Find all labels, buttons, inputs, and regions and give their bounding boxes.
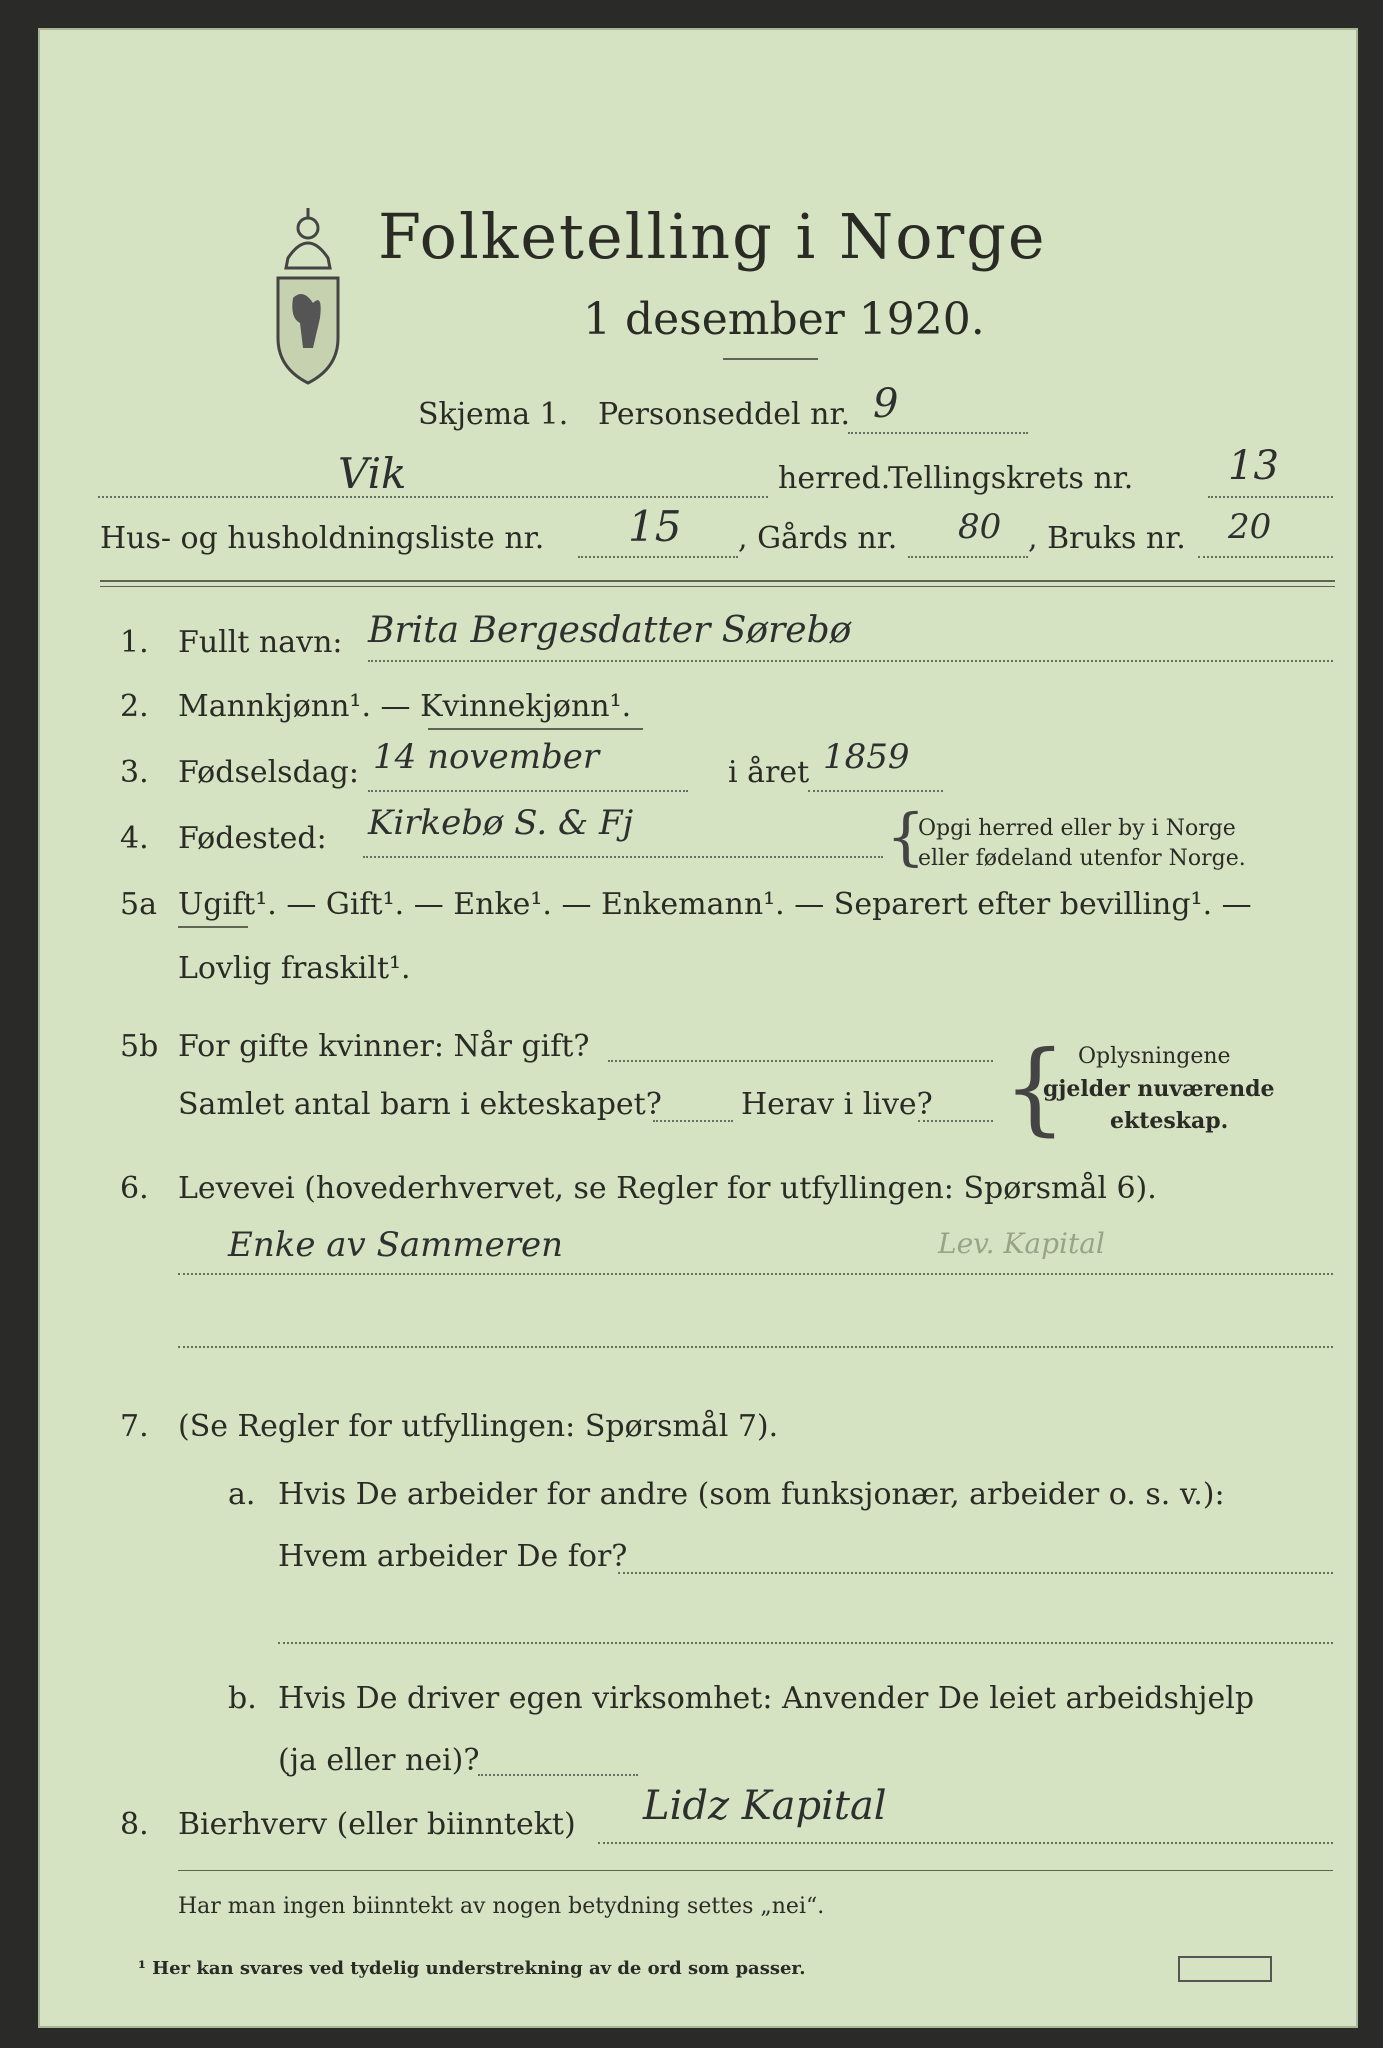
q5b-line-2b: Herav i live? bbox=[741, 1087, 933, 1122]
schema-label: Skjema 1. bbox=[418, 397, 569, 432]
q5b-line-2a: Samlet antal barn i ekteskapet? bbox=[178, 1087, 662, 1122]
q2-number: 2. bbox=[120, 689, 149, 724]
q1-value[interactable]: Brita Bergesdatter Sørebø bbox=[368, 610, 852, 651]
q2-underline-kvinne bbox=[428, 728, 643, 730]
q4-number: 4. bbox=[120, 821, 149, 856]
q8-label: Bierhverv (eller biinntekt) bbox=[178, 1807, 576, 1842]
q7a-letter: a. bbox=[228, 1477, 256, 1512]
q1-number: 1. bbox=[120, 625, 149, 660]
q7-number: 7. bbox=[120, 1409, 149, 1444]
q3-label: Fødselsdag: bbox=[178, 755, 359, 790]
q7a-line-1: Hvis De arbeider for andre (som funksjonær, arbeider o. s. v.): bbox=[278, 1477, 1225, 1512]
tellingskrets-line bbox=[1208, 496, 1333, 498]
q3-number: 3. bbox=[120, 755, 149, 790]
q3-line bbox=[368, 790, 688, 792]
husholdning-value[interactable]: 15 bbox=[628, 502, 682, 551]
q8-line bbox=[598, 1842, 1333, 1844]
q6-value-faint[interactable]: Lev. Kapital bbox=[938, 1227, 1105, 1260]
printer-stamp bbox=[1178, 1956, 1272, 1982]
q3-value[interactable]: 14 november bbox=[373, 737, 600, 777]
census-form bbox=[38, 28, 1358, 2028]
q7a-line-answer-1 bbox=[618, 1572, 1333, 1574]
q6-value[interactable]: Enke av Sammeren bbox=[228, 1225, 563, 1265]
tellingskrets-label: Tellingskrets nr. bbox=[888, 461, 1134, 496]
q5a-number: 5a bbox=[120, 887, 157, 922]
q6-line-2 bbox=[178, 1346, 1333, 1348]
q1-label: Fullt navn: bbox=[178, 625, 343, 660]
q7b-letter: b. bbox=[228, 1681, 257, 1716]
q5b-line-1: For gifte kvinner: Når gift? bbox=[178, 1029, 590, 1064]
q6-number: 6. bbox=[120, 1171, 149, 1206]
q4-note-2: eller fødeland utenfor Norge. bbox=[918, 846, 1246, 871]
q5a-line-1: Ugift¹. — Gift¹. — Enke¹. — Enkemann¹. — Separert efter bevilling¹. — bbox=[178, 887, 1252, 922]
q4-note-1: Opgi herred eller by i Norge bbox=[918, 816, 1236, 841]
gards-line bbox=[908, 556, 1028, 558]
q7-label: (Se Regler for utfyllingen: Spørsmål 7). bbox=[178, 1409, 779, 1444]
q7a-line-2: Hvem arbeider De for? bbox=[278, 1539, 628, 1574]
q7b-line-answer bbox=[478, 1774, 638, 1776]
bruks-label: , Bruks nr. bbox=[1028, 521, 1186, 556]
q7b-line-2: (ja eller nei)? bbox=[278, 1743, 480, 1778]
personseddel-line bbox=[848, 432, 1028, 434]
q7a-line-answer-2 bbox=[278, 1642, 1333, 1644]
q5b-note-2: gjelder nuværende bbox=[1043, 1076, 1275, 1102]
gards-value[interactable]: 80 bbox=[958, 507, 1002, 547]
q3-year-value[interactable]: 1859 bbox=[823, 737, 910, 777]
q5a-underline-ugift bbox=[178, 926, 248, 928]
q5b-brace: { bbox=[1003, 1029, 1067, 1146]
q7b-line-1: Hvis De driver egen virksomhet: Anvender De leiet arbeidshjelp bbox=[278, 1681, 1255, 1716]
husholdning-label: Hus- og husholdningsliste nr. bbox=[100, 521, 545, 556]
q1-line bbox=[368, 660, 1333, 662]
q4-brace: { bbox=[886, 800, 926, 873]
bruks-line bbox=[1198, 556, 1333, 558]
bruks-value[interactable]: 20 bbox=[1228, 507, 1272, 547]
q5b-note-3: ekteskap. bbox=[1110, 1108, 1229, 1134]
q5a-line-2: Lovlig fraskilt¹. bbox=[178, 951, 411, 986]
q4-line bbox=[363, 856, 883, 858]
q5b-children-line bbox=[653, 1120, 733, 1122]
q3-year-line bbox=[808, 790, 943, 792]
section-divider-top-2 bbox=[100, 586, 1335, 587]
husholdning-line bbox=[578, 556, 738, 558]
personseddel-label: Personseddel nr. bbox=[598, 397, 851, 432]
q3-year-label: i året bbox=[728, 755, 810, 790]
footer-note: Har man ingen biinntekt av nogen betydning settes „nei“. bbox=[178, 1894, 825, 1919]
footnote: ¹ Her kan svares ved tydelig understrekning av de ord som passer. bbox=[138, 1958, 806, 1979]
q4-value[interactable]: Kirkebø S. & Fj bbox=[368, 803, 634, 843]
herred-line bbox=[98, 496, 768, 498]
q5b-number: 5b bbox=[120, 1029, 159, 1064]
tellingskrets-value[interactable]: 13 bbox=[1228, 443, 1279, 489]
form-date: 1 desember 1920. bbox=[583, 294, 985, 345]
title-divider bbox=[723, 358, 818, 360]
coat-of-arms-icon bbox=[258, 188, 358, 388]
q5b-alive-line bbox=[918, 1120, 993, 1122]
q5b-note-1: Oplysningene bbox=[1078, 1044, 1231, 1069]
q5b-married-line bbox=[608, 1060, 993, 1062]
form-title: Folketelling i Norge bbox=[378, 200, 1047, 273]
q8-number: 8. bbox=[120, 1807, 149, 1842]
q6-line-1 bbox=[178, 1273, 1333, 1275]
q4-label: Fødested: bbox=[178, 821, 327, 856]
q6-label: Levevei (hovederhvervet, se Regler for utfyllingen: Spørsmål 6). bbox=[178, 1171, 1157, 1206]
herred-value[interactable]: Vik bbox=[338, 449, 407, 498]
gards-label: , Gårds nr. bbox=[738, 521, 898, 556]
section-divider-top bbox=[100, 580, 1335, 582]
personseddel-value[interactable]: 9 bbox=[873, 381, 899, 427]
herred-label: herred. bbox=[778, 461, 891, 496]
footer-divider bbox=[178, 1870, 1333, 1871]
q8-value[interactable]: Lidz Kapital bbox=[643, 1783, 887, 1829]
q2-label: Mannkjønn¹. — Kvinnekjønn¹. bbox=[178, 689, 632, 724]
